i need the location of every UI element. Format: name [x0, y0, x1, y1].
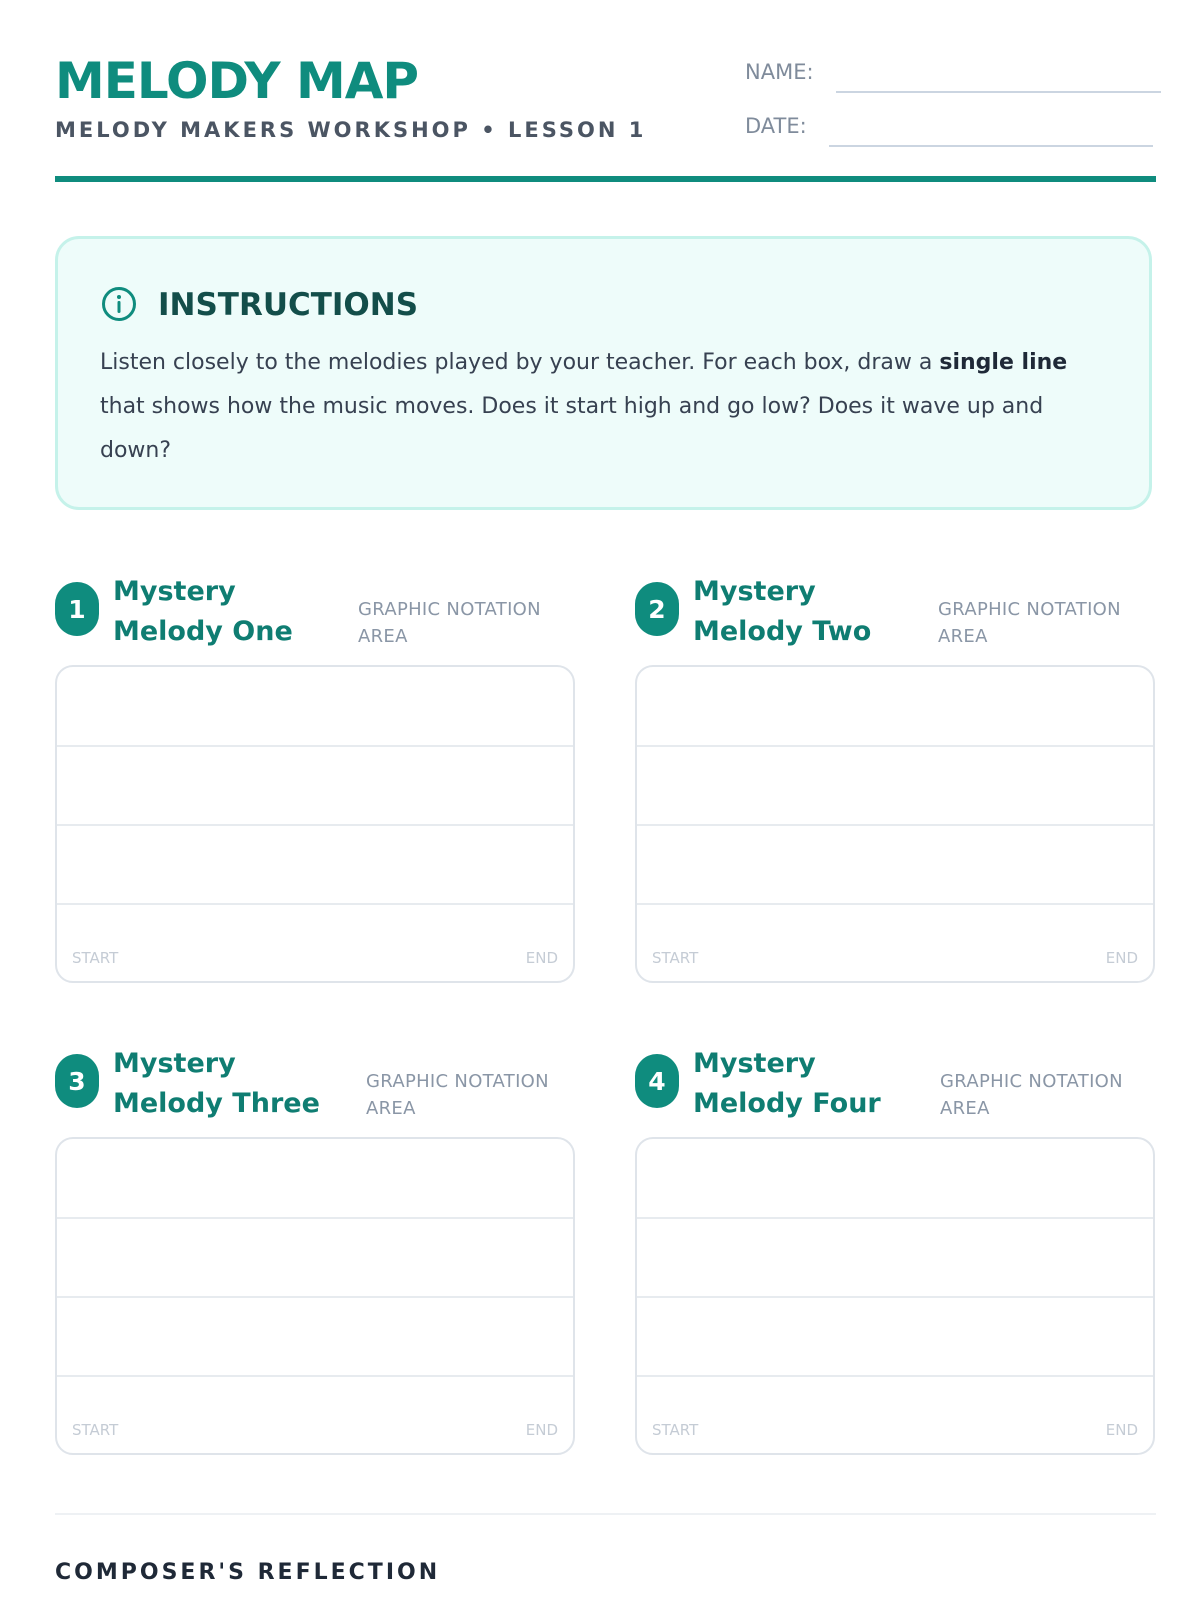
reflection-heading: COMPOSER'S REFLECTION — [55, 1560, 441, 1585]
start-label: START — [652, 1421, 699, 1439]
guide-line — [57, 824, 573, 826]
guide-line — [57, 1375, 573, 1377]
header-divider — [55, 176, 1156, 182]
end-label: END — [525, 949, 558, 967]
instructions-text — [100, 341, 1110, 473]
guide-line — [57, 1296, 573, 1298]
date-label: DATE: — [745, 114, 807, 138]
guide-line — [57, 1217, 573, 1219]
instructions-emphasis: single line — [939, 350, 1068, 375]
melody-title: Mystery Melody Three — [113, 1048, 320, 1119]
name-label: NAME: — [745, 60, 814, 84]
guide-line — [57, 903, 573, 905]
guide-line — [637, 824, 1153, 826]
instructions-text-part: Listen closely to the melodies played by your teacher. For each box, draw a — [100, 350, 940, 375]
instructions-panel — [55, 236, 1152, 510]
notation-drawing-area[interactable] — [55, 1137, 575, 1455]
melody-number-badge: 1 — [55, 582, 99, 636]
guide-line — [637, 745, 1153, 747]
notation-area-tag: GRAPHIC NOTATION AREA — [358, 599, 541, 647]
end-label: END — [1105, 949, 1138, 967]
guide-line — [57, 745, 573, 747]
guide-line — [637, 1375, 1153, 1377]
info-icon — [101, 286, 137, 322]
name-field[interactable] — [836, 91, 1161, 93]
melody-title: Mystery Melody One — [113, 576, 293, 647]
melody-title: Mystery Melody Two — [693, 576, 872, 647]
end-label: END — [1105, 1421, 1138, 1439]
instructions-text-part: that shows how the music moves. Does it start high and go low? Does it wave up and down? — [100, 394, 1044, 463]
melody-number-badge: 3 — [55, 1054, 99, 1108]
instructions-heading: INSTRUCTIONS — [158, 287, 419, 323]
melody-title: Mystery Melody Four — [693, 1048, 881, 1119]
notation-drawing-area[interactable] — [635, 1137, 1155, 1455]
date-field[interactable] — [829, 145, 1153, 147]
notation-area-tag: GRAPHIC NOTATION AREA — [940, 1071, 1123, 1119]
start-label: START — [72, 1421, 119, 1439]
worksheet-subtitle: MELODY MAKERS WORKSHOP • LESSON 1 — [55, 118, 647, 142]
guide-line — [637, 903, 1153, 905]
melody-number-badge: 4 — [635, 1054, 679, 1108]
notation-area-tag: GRAPHIC NOTATION AREA — [938, 599, 1121, 647]
start-label: START — [652, 949, 699, 967]
notation-drawing-area[interactable] — [635, 665, 1155, 983]
guide-line — [637, 1296, 1153, 1298]
melody-number-badge: 2 — [635, 582, 679, 636]
worksheet-title: MELODY MAP — [55, 52, 419, 110]
section-divider — [55, 1513, 1156, 1515]
end-label: END — [525, 1421, 558, 1439]
start-label: START — [72, 949, 119, 967]
guide-line — [637, 1217, 1153, 1219]
notation-drawing-area[interactable] — [55, 665, 575, 983]
notation-area-tag: GRAPHIC NOTATION AREA — [366, 1071, 549, 1119]
